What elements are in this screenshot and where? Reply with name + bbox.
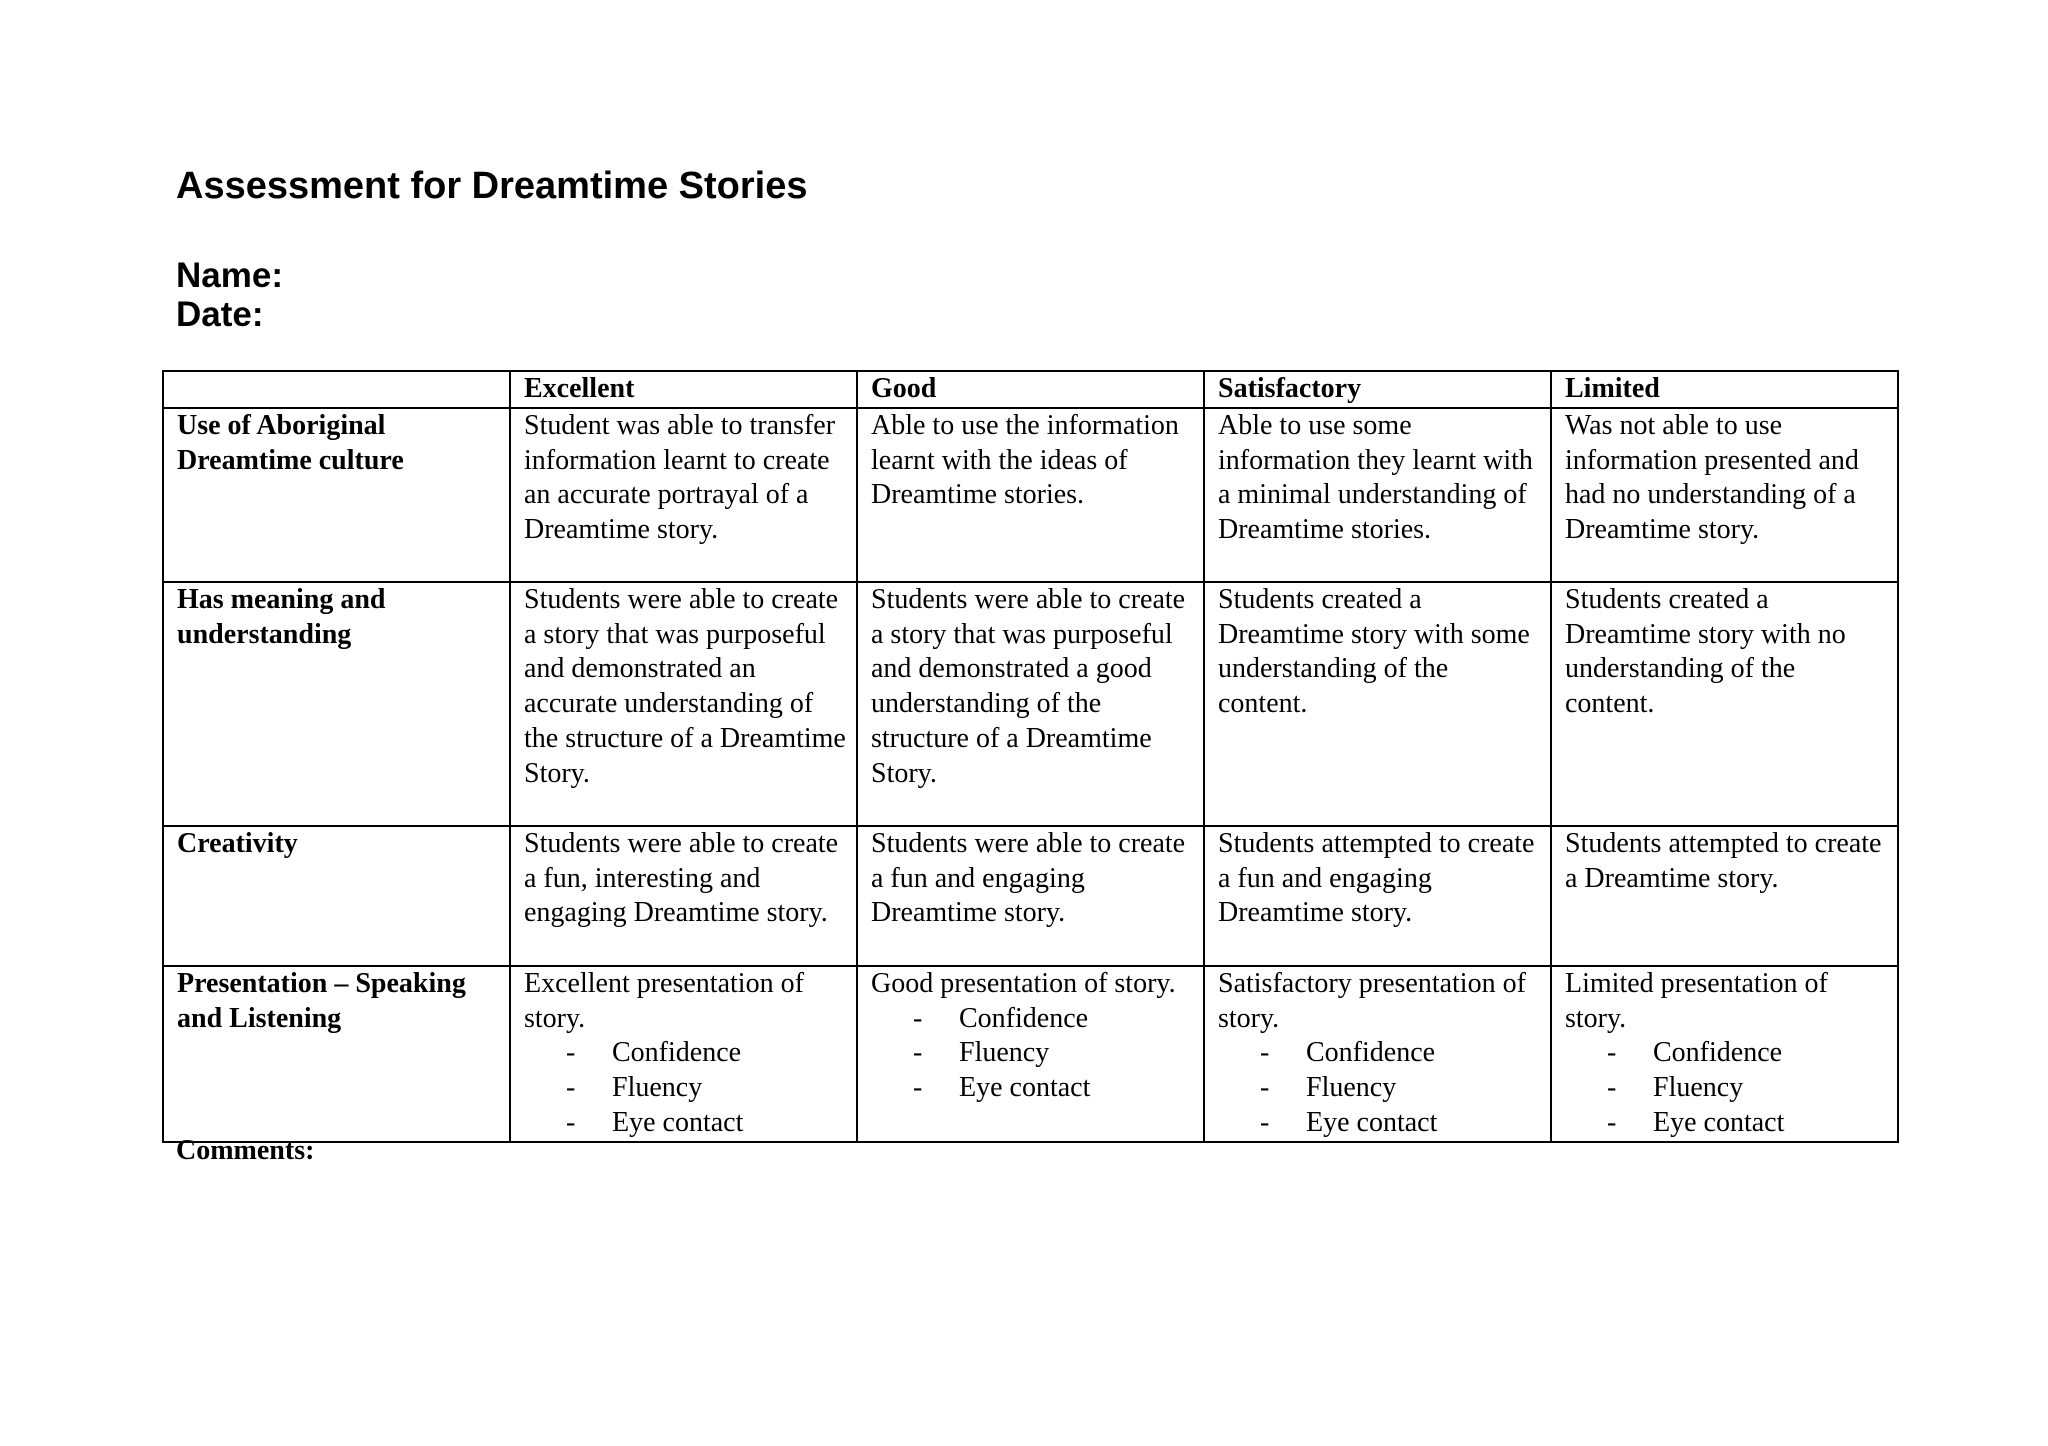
- list-item: - Eye contact: [913, 1071, 1193, 1106]
- list-item: - Confidence: [1260, 1036, 1540, 1071]
- good-cell: [857, 966, 1204, 1142]
- header-criterion: [163, 371, 510, 408]
- table-row: [163, 966, 1898, 1142]
- list-item: - Fluency: [1260, 1071, 1540, 1106]
- list-item: - Eye contact: [566, 1106, 846, 1141]
- limited-cell: Students created a Dreamtime story with no understanding of the content.: [1551, 582, 1898, 826]
- page-title: Assessment for Dreamtime Stories: [176, 165, 808, 207]
- date-label: Date:: [176, 295, 264, 334]
- header-satisfactory: Satisfactory: [1204, 371, 1551, 408]
- excellent-cell: Students were able to create a story that was purposeful and demonstrated an accurate understanding of the structure of a Dreamtime Story.: [510, 582, 857, 826]
- list-item: - Fluency: [566, 1071, 846, 1106]
- table-row: [163, 408, 1898, 582]
- list-item: - Fluency: [1607, 1071, 1887, 1106]
- header-good: Good: [857, 371, 1204, 408]
- good-cell: Students were able to create a story that was purposeful and demonstrated a good understanding of the structure of a Dreamtime Story.: [857, 582, 1204, 826]
- limited-cell: [1551, 966, 1898, 1142]
- rubric-header-row: [163, 371, 1898, 408]
- skill-list: [524, 1036, 846, 1140]
- rubric-header: [163, 371, 1898, 408]
- rubric-table: [162, 370, 1899, 1143]
- list-item: - Confidence: [913, 1002, 1193, 1037]
- good-cell: Able to use the information learnt with the ideas of Dreamtime stories.: [857, 408, 1204, 582]
- satisfactory-cell: Able to use some information they learnt with a minimal understanding of Dreamtime stories.: [1204, 408, 1551, 582]
- table-row: [163, 582, 1898, 826]
- list-item: - Eye contact: [1607, 1106, 1887, 1141]
- excellent-cell: Student was able to transfer information learnt to create an accurate portrayal of a Dreamtime story.: [510, 408, 857, 582]
- satisfactory-cell: [1204, 966, 1551, 1142]
- limited-cell: Was not able to use information presented and had no understanding of a Dreamtime story.: [1551, 408, 1898, 582]
- criterion-cell: Presentation – Speaking and Listening: [163, 966, 510, 1142]
- list-item: - Eye contact: [1260, 1106, 1540, 1141]
- skill-list: [1565, 1036, 1887, 1140]
- limited-cell: Students attempted to create a Dreamtime story.: [1551, 826, 1898, 966]
- satisfactory-cell: Students attempted to create a fun and engaging Dreamtime story.: [1204, 826, 1551, 966]
- name-label: Name:: [176, 256, 283, 295]
- good-cell: Students were able to create a fun and engaging Dreamtime story.: [857, 826, 1204, 966]
- cell-text: Excellent presentation of story.: [524, 967, 804, 1034]
- skill-list: [1218, 1036, 1540, 1140]
- comments-label: Comments:: [176, 1135, 315, 1166]
- cell-text: Limited presentation of story.: [1565, 967, 1828, 1034]
- excellent-cell: [510, 966, 857, 1142]
- header-excellent: Excellent: [510, 371, 857, 408]
- rubric-body: [163, 408, 1898, 1142]
- list-item: - Confidence: [1607, 1036, 1887, 1071]
- cell-text: Good presentation of story.: [871, 967, 1176, 999]
- cell-text: Satisfactory presentation of story.: [1218, 967, 1526, 1034]
- header-limited: Limited: [1551, 371, 1898, 408]
- list-item: - Fluency: [913, 1036, 1193, 1071]
- skill-list: [871, 1002, 1193, 1106]
- criterion-cell: Has meaning and understanding: [163, 582, 510, 826]
- satisfactory-cell: Students created a Dreamtime story with some understanding of the content.: [1204, 582, 1551, 826]
- excellent-cell: Students were able to create a fun, interesting and engaging Dreamtime story.: [510, 826, 857, 966]
- table-row: [163, 826, 1898, 966]
- list-item: - Confidence: [566, 1036, 846, 1071]
- criterion-cell: Use of Aboriginal Dreamtime culture: [163, 408, 510, 582]
- criterion-cell: Creativity: [163, 826, 510, 966]
